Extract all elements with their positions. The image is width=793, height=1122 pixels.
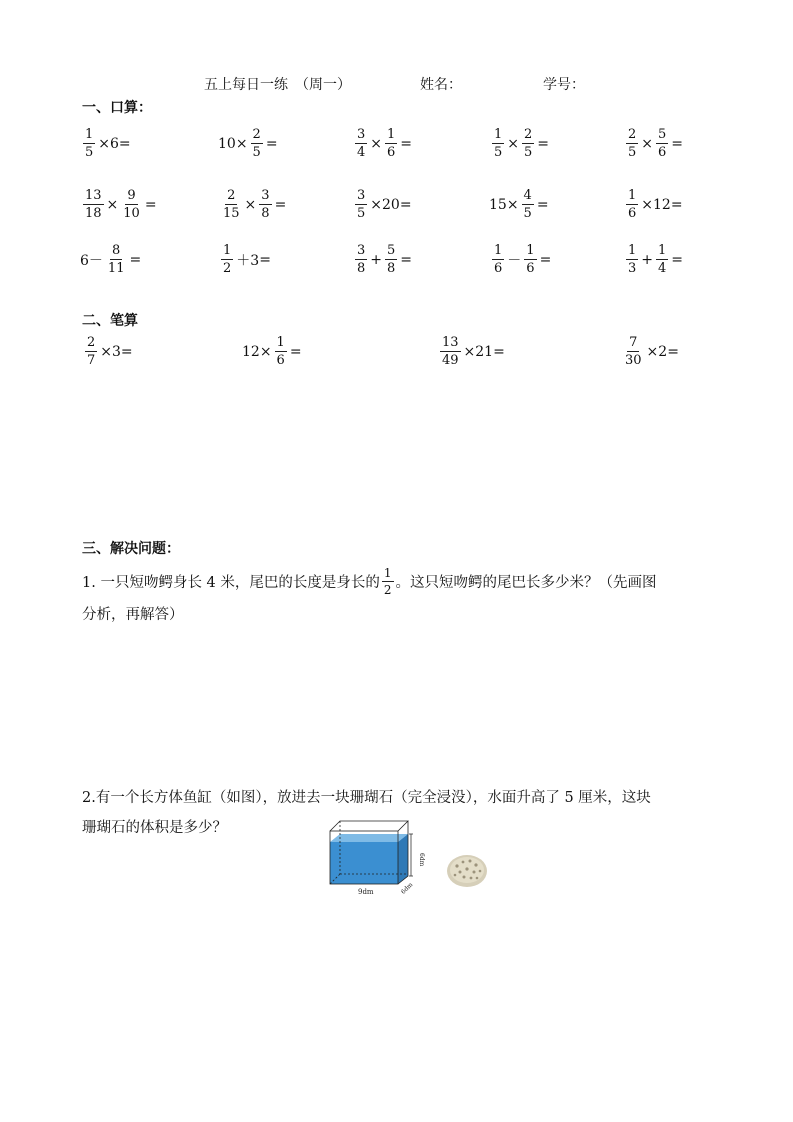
fraction	[656, 128, 668, 159]
fraction	[626, 244, 638, 275]
oral-problem	[80, 189, 157, 220]
fraction-numerator: 13	[442, 335, 459, 350]
fraction	[385, 128, 397, 159]
fraction-denominator: 6	[387, 145, 396, 160]
fraction-numerator: 2	[628, 127, 637, 142]
tank-width-label: 6dm	[399, 881, 415, 896]
fraction-denominator: 8	[261, 206, 270, 221]
coral-stone-image	[445, 850, 489, 890]
expr-equals: =	[265, 135, 278, 152]
section-oral-heading: 一、口算：	[82, 100, 152, 116]
expr-operator: ×	[370, 135, 383, 152]
fraction	[121, 189, 142, 220]
problem-2-line-2: 珊瑚石的体积是多少？	[82, 820, 227, 836]
oral-problem	[218, 189, 286, 220]
fraction-denominator: 5	[523, 206, 532, 221]
fraction	[355, 189, 367, 220]
fraction	[385, 244, 397, 275]
oral-problem	[489, 189, 549, 220]
tank-water-side	[398, 834, 408, 884]
expr-prefix: 10×	[218, 135, 248, 152]
fraction-denominator: 5	[252, 145, 261, 160]
fraction-denominator: 6	[494, 261, 503, 276]
expr-equals: =	[671, 251, 684, 268]
fish-tank-figure	[322, 818, 425, 900]
expr-operator: +	[641, 251, 654, 268]
expr-prefix: 12×	[242, 343, 272, 360]
fraction	[355, 128, 367, 159]
fraction	[83, 189, 104, 220]
fraction-numerator: 1	[383, 565, 392, 580]
fraction-numerator: 1	[526, 243, 535, 258]
name-label: 姓名：	[420, 77, 462, 93]
problem-1-fraction	[382, 567, 394, 596]
fraction-numerator: 4	[523, 188, 532, 203]
section-problems-heading: 三、解决问题：	[82, 541, 180, 557]
fraction	[522, 189, 534, 220]
expr-operator: ×3	[100, 343, 121, 360]
fraction	[275, 336, 287, 367]
fraction-numerator: 1	[628, 243, 637, 258]
fraction-denominator: 10	[123, 206, 140, 221]
fraction-numerator: 1	[276, 335, 285, 350]
fraction	[83, 128, 95, 159]
fraction-denominator: 8	[387, 261, 396, 276]
problem-2-line-1: 2.有一个长方体鱼缸（如图），放进去一块珊瑚石（完全浸没），水面升高了 5 厘米，这块	[82, 790, 651, 806]
fraction-denominator: 5	[357, 206, 366, 221]
expr-equals: =	[493, 343, 505, 360]
expr-operator: ×	[507, 135, 520, 152]
written-problem	[437, 336, 505, 367]
fraction	[522, 128, 534, 159]
expr-equals: =	[670, 196, 683, 213]
fraction-numerator: 2	[524, 127, 533, 142]
expr-operator: ×	[106, 196, 119, 213]
expr-equals: =	[274, 196, 287, 213]
oral-problem	[218, 244, 271, 275]
fraction-denominator: 6	[628, 206, 637, 221]
student-id-label: 学号：	[543, 77, 585, 93]
fraction-numerator: 1	[85, 127, 94, 142]
expr-operator: ×6	[98, 135, 119, 152]
fraction-numerator: 1	[494, 127, 503, 142]
oral-problem	[352, 244, 412, 275]
expr-equals: =	[536, 196, 549, 213]
expr-operator: ×	[641, 135, 654, 152]
expr-equals: =	[400, 251, 413, 268]
fraction-denominator: 15	[223, 206, 240, 221]
fraction-denominator: 18	[85, 206, 102, 221]
expr-equals: =	[289, 343, 302, 360]
expr-operator: ＋3	[236, 252, 260, 269]
fraction-numerator: 1	[628, 188, 637, 203]
oral-problem	[352, 189, 412, 220]
oral-problem	[80, 244, 141, 275]
fraction	[492, 128, 504, 159]
expr-equals: =	[539, 251, 552, 268]
fraction-denominator: 2	[223, 261, 232, 276]
oral-problem	[489, 244, 551, 275]
fraction-numerator: 13	[85, 188, 102, 203]
fraction	[259, 189, 271, 220]
written-problem	[242, 336, 302, 367]
fraction-numerator: 2	[227, 188, 236, 203]
fraction-denominator: 11	[107, 261, 125, 276]
problem-1-text-b: 。这只短吻鳄的尾巴长多少米？（先画图	[395, 575, 657, 591]
expr-equals: =	[118, 135, 131, 152]
oral-problem	[623, 244, 683, 275]
fraction-denominator: 5	[85, 145, 94, 160]
worksheet-title: 五上每日一练 （周一）	[204, 77, 351, 93]
expr-equals: =	[400, 135, 413, 152]
problem-1-line-1	[82, 565, 657, 598]
fraction-denominator: 8	[357, 261, 366, 276]
fraction-denominator: 30	[625, 353, 642, 368]
fraction-numerator: 1	[387, 127, 396, 142]
expr-equals: =	[259, 251, 271, 268]
expr-equals: =	[667, 343, 679, 360]
fraction-denominator: 49	[442, 353, 459, 368]
fraction	[440, 336, 461, 367]
fraction-numerator: 5	[387, 243, 396, 258]
fraction-numerator: 2	[87, 335, 96, 350]
fraction-numerator: 8	[112, 243, 121, 258]
expr-operator: ×20	[370, 196, 400, 213]
fraction-denominator: 5	[524, 145, 533, 160]
oral-problem	[623, 189, 683, 220]
tank-water-top	[330, 834, 408, 842]
written-problem	[620, 336, 679, 367]
expr-equals: =	[399, 196, 412, 213]
fraction-denominator: 6	[276, 353, 285, 368]
expr-operator: ×	[244, 196, 257, 213]
fraction-denominator: 6	[526, 261, 535, 276]
oral-problem	[80, 128, 131, 159]
fraction-denominator: 7	[87, 353, 96, 368]
tank-height-label: 6dm	[418, 853, 425, 867]
fraction-denominator: 6	[658, 145, 667, 160]
fraction	[251, 128, 263, 159]
fraction	[106, 244, 127, 275]
expr-prefix: 15×	[489, 196, 519, 213]
expr-equals: =	[144, 196, 157, 213]
expr-operator: +	[370, 251, 383, 268]
expr-operator: ×2	[646, 343, 668, 360]
section-written-heading: 二、笔算	[82, 313, 138, 329]
expr-equals: =	[129, 251, 142, 268]
fraction	[626, 189, 638, 220]
fraction	[221, 244, 233, 275]
fraction	[221, 189, 242, 220]
fraction-numerator: 1	[494, 243, 503, 258]
fraction-numerator: 2	[252, 127, 261, 142]
oral-problem	[352, 128, 412, 159]
fraction-denominator: 3	[628, 261, 637, 276]
oral-problem	[489, 128, 549, 159]
written-problem	[82, 336, 133, 367]
expr-prefix: 6－	[80, 252, 103, 269]
problem-1-line-2: 分析，再解答）	[82, 607, 184, 623]
fraction-numerator: 3	[357, 127, 366, 142]
expr-operator: ×12	[641, 196, 671, 213]
fraction-denominator: 4	[357, 145, 366, 160]
fraction-numerator: 3	[357, 243, 366, 258]
fraction	[623, 336, 644, 367]
tank-length-label: 9dm	[358, 888, 374, 896]
expr-equals: =	[671, 135, 684, 152]
fraction-denominator: 2	[383, 582, 392, 597]
oral-problem	[218, 128, 278, 159]
fraction-denominator: 4	[658, 261, 667, 276]
fraction	[85, 336, 97, 367]
expr-operator: －	[507, 252, 522, 269]
fraction-numerator: 5	[658, 127, 667, 142]
fraction	[355, 244, 367, 275]
fraction-denominator: 5	[494, 145, 503, 160]
fraction-numerator: 3	[357, 188, 366, 203]
expr-operator: ×21	[463, 343, 494, 360]
problem-1-text-a: 1. 一只短吻鳄身长 4 米，尾巴的长度是身长的	[82, 575, 380, 591]
fraction-numerator: 9	[127, 188, 136, 203]
fraction-numerator: 1	[223, 243, 232, 258]
expr-equals: =	[120, 343, 133, 360]
fraction	[656, 244, 668, 275]
fraction	[626, 128, 638, 159]
fraction	[524, 244, 536, 275]
oral-problem	[623, 128, 683, 159]
fraction	[492, 244, 504, 275]
fraction-denominator: 5	[628, 145, 637, 160]
fraction-numerator: 7	[629, 335, 638, 350]
fraction-numerator: 1	[658, 243, 667, 258]
fraction-numerator: 3	[261, 188, 270, 203]
expr-equals: =	[537, 135, 550, 152]
